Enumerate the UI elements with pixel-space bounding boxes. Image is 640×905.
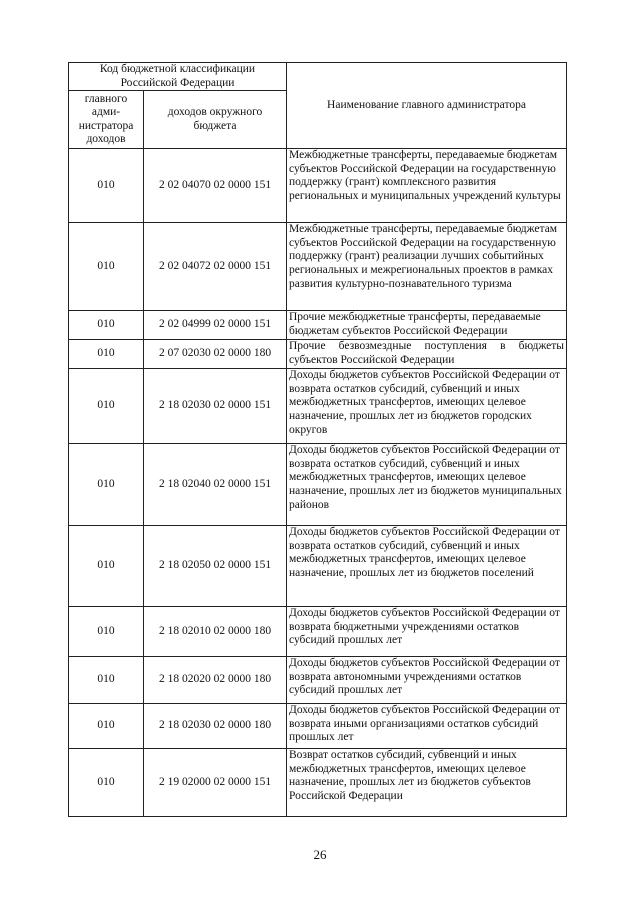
table-row — [69, 444, 567, 526]
income-code-cell: 2 18 02040 02 0000 151 — [144, 444, 287, 526]
income-code-cell: 2 18 02050 02 0000 151 — [144, 526, 287, 607]
admin-code-cell: 010 — [69, 749, 144, 817]
income-code-cell: 2 18 02030 02 0000 180 — [144, 704, 287, 749]
admin-code-cell: 010 — [69, 223, 144, 311]
administrator-name-cell: Доходы бюджетов субъектов Российской Федерации от возврата иными организациями остатков субсидий прошлых лет — [287, 704, 567, 749]
income-code-cell: 2 07 02030 02 0000 180 — [144, 340, 287, 369]
table-row — [69, 749, 567, 817]
income-code-cell: 2 02 04070 02 0000 151 — [144, 149, 287, 223]
header-admin-column: главного адми-нистратора доходов — [69, 91, 144, 149]
header-group-label: Код бюджетной классификации Российской Федерации — [69, 63, 287, 91]
admin-code-cell: 010 — [69, 704, 144, 749]
table-row — [69, 369, 567, 444]
administrator-name-cell: Прочие межбюджетные трансферты, передаваемые бюджетам субъектов Российской Федерации — [287, 311, 567, 340]
admin-code-cell: 010 — [69, 444, 144, 526]
table-row — [69, 149, 567, 223]
administrator-name-cell: Возврат остатков субсидий, субвенций и иных межбюджетных трансфертов, имеющих целевое назначение, прошлых лет из бюджетов субъектов Российской Федерации — [287, 749, 567, 817]
page-number: 26 — [313, 847, 327, 862]
administrator-name-cell: Межбюджетные трансферты, передаваемые бюджетам субъектов Российской Федерации на государственную поддержку (грант) комплексного развития региональных и муниципальных учреждений культуры — [287, 149, 567, 223]
admin-code-cell: 010 — [69, 149, 144, 223]
income-code-cell: 2 02 04072 02 0000 151 — [144, 223, 287, 311]
header-code-column: доходов окружного бюджета — [144, 91, 287, 149]
table-row — [69, 704, 567, 749]
administrator-name-cell: Доходы бюджетов субъектов Российской Федерации от возврата остатков субсидий, субвенций и иных межбюджетных трансфертов, имеющих целевое назначение, прошлых лет из бюджетов городских округов — [287, 369, 567, 444]
administrator-name-cell: Прочие безвозмездные поступления в бюджеты субъектов Российской Федерации — [287, 340, 567, 369]
header-row-top — [69, 63, 567, 91]
header-name-column: Наименование главного администратора — [287, 63, 567, 149]
table-row — [69, 657, 567, 704]
table-row — [69, 340, 567, 369]
admin-code-cell: 010 — [69, 369, 144, 444]
income-code-cell: 2 18 02010 02 0000 180 — [144, 607, 287, 657]
income-code-cell: 2 02 04999 02 0000 151 — [144, 311, 287, 340]
administrator-name-cell: Доходы бюджетов субъектов Российской Федерации от возврата автономными учреждениями остатков субсидий прошлых лет — [287, 657, 567, 704]
admin-code-cell: 010 — [69, 340, 144, 369]
budget-classification-table — [68, 62, 567, 817]
admin-code-cell: 010 — [69, 607, 144, 657]
admin-code-cell: 010 — [69, 311, 144, 340]
admin-code-cell: 010 — [69, 657, 144, 704]
table-row — [69, 311, 567, 340]
administrator-name-cell: Доходы бюджетов субъектов Российской Федерации от возврата остатков субсидий, субвенций и иных межбюджетных трансфертов, имеющих целевое назначение, прошлых лет из бюджетов муниципальных районов — [287, 444, 567, 526]
administrator-name-cell: Межбюджетные трансферты, передаваемые бюджетам субъектов Российской Федерации на государственную поддержку (грант) реализации лучших событийных региональных и межрегиональных проектов в рамках развития культурно-познавательного туризма — [287, 223, 567, 311]
admin-code-cell: 010 — [69, 526, 144, 607]
table-row — [69, 607, 567, 657]
table-row — [69, 526, 567, 607]
administrator-name-cell: Доходы бюджетов субъектов Российской Федерации от возврата остатков субсидий, субвенций и иных межбюджетных трансфертов, имеющих целевое назначение, прошлых лет из бюджетов поселений — [287, 526, 567, 607]
table-row — [69, 223, 567, 311]
income-code-cell: 2 18 02030 02 0000 151 — [144, 369, 287, 444]
income-code-cell: 2 19 02000 02 0000 151 — [144, 749, 287, 817]
administrator-name-cell: Доходы бюджетов субъектов Российской Федерации от возврата бюджетными учреждениями остатков субсидий прошлых лет — [287, 607, 567, 657]
income-code-cell: 2 18 02020 02 0000 180 — [144, 657, 287, 704]
